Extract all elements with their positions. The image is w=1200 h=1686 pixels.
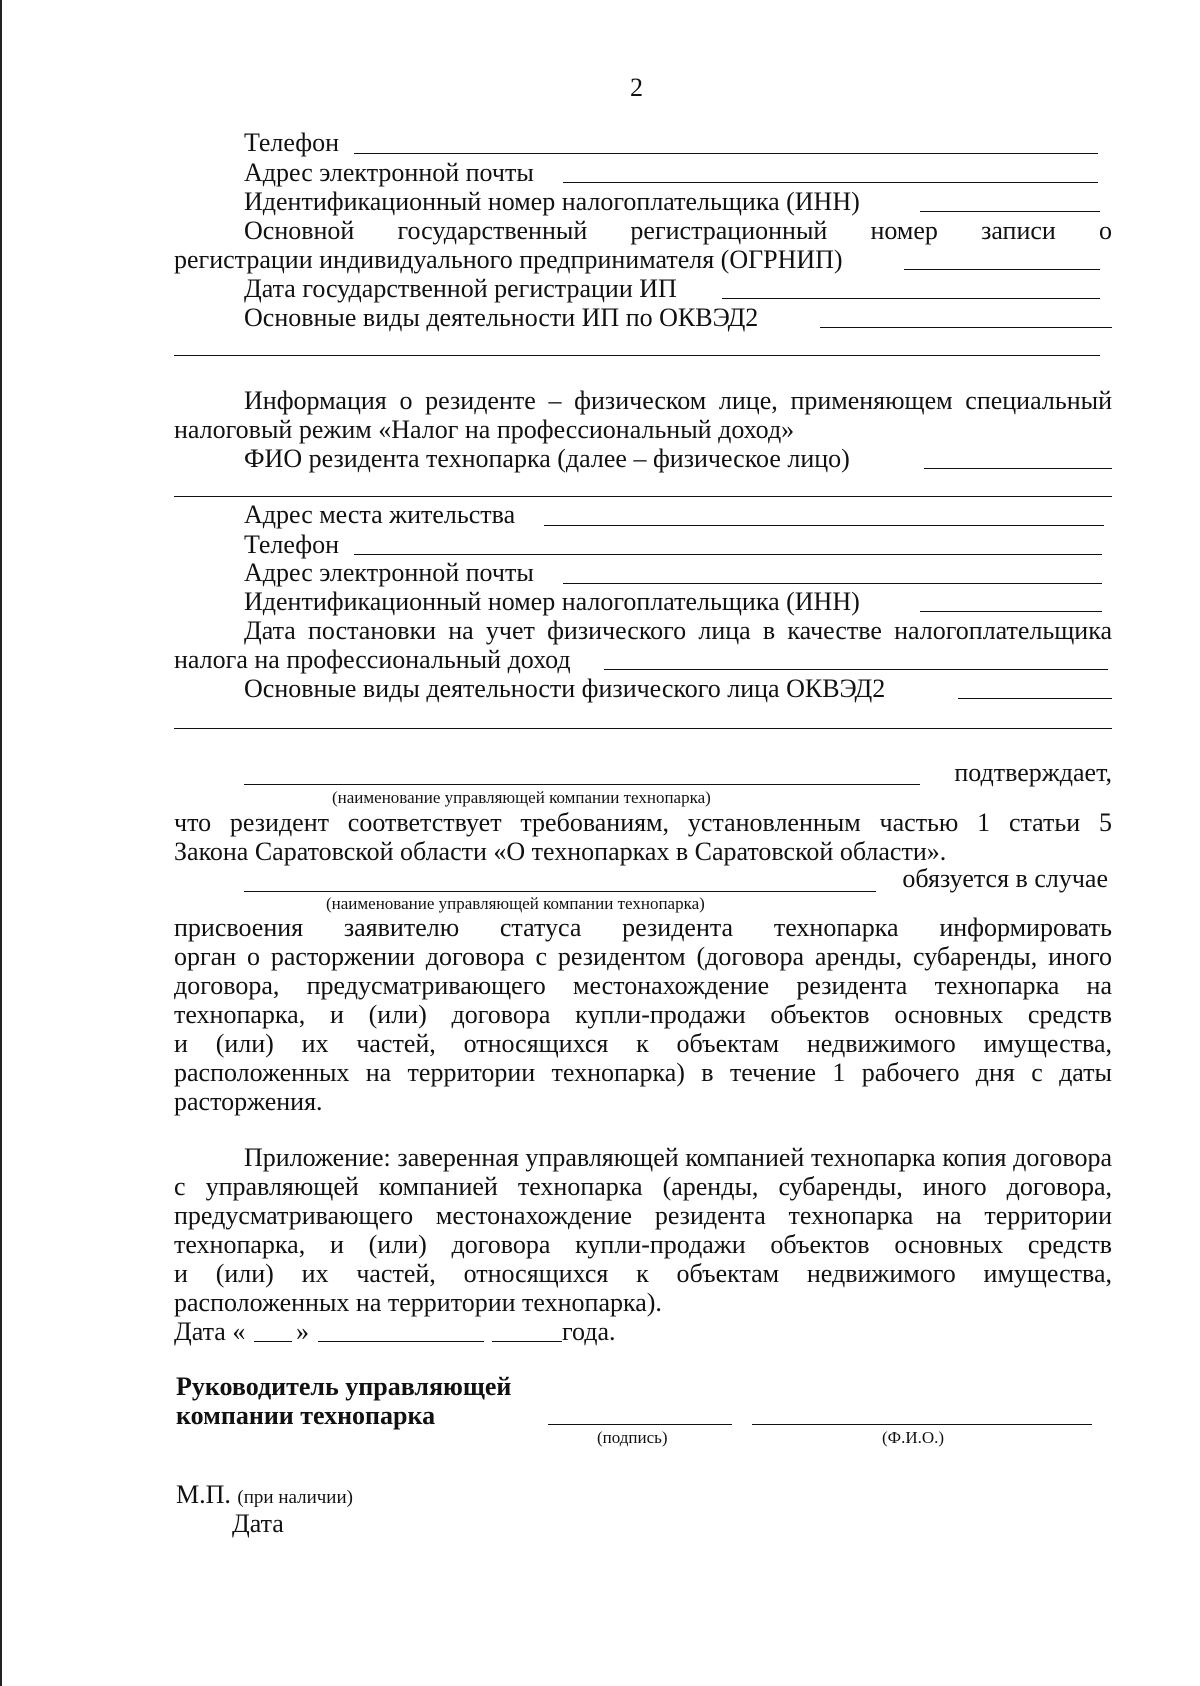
appendix-line-4: технопарка, и (или) договора купли-продажи объектов основных средств bbox=[174, 1230, 1112, 1259]
individual-intro-line2: налоговый режим «Налог на профессиональный доход» bbox=[174, 415, 795, 444]
confirmation-line1: что резидент соответствует требованиям, установленным частью 1 статьи 5 bbox=[174, 808, 1112, 837]
obligation-line-1: присвоения заявителю статуса резидента технопарка информировать bbox=[174, 913, 1112, 942]
individual-email-line[interactable] bbox=[563, 583, 1102, 584]
date-month-line[interactable] bbox=[318, 1341, 484, 1342]
head-title-line2: компании технопарка bbox=[176, 1401, 436, 1430]
individual-okved-line[interactable] bbox=[958, 698, 1112, 699]
page-number: 2 bbox=[630, 73, 643, 102]
individual-phone-line[interactable] bbox=[354, 554, 1102, 555]
obligation-line-5: и (или) их частей, относящихся к объектам недвижимого имущества, bbox=[174, 1029, 1112, 1058]
company-name-line-1[interactable] bbox=[244, 784, 920, 785]
ip-ogrnip-line[interactable] bbox=[904, 269, 1100, 270]
ip-okved-label: Основные виды деятельности ИП по ОКВЭД2 bbox=[244, 303, 759, 332]
ip-okved-line-2[interactable] bbox=[174, 355, 1100, 356]
date-label: Дата « bbox=[174, 1317, 246, 1346]
individual-intro-line1: Информация о резиденте – физическом лице, применяющем специальный bbox=[244, 386, 1112, 415]
ip-email-label: Адрес электронной почты bbox=[244, 158, 534, 187]
appendix-line-5: и (или) их частей, относящихся к объектам недвижимого имущества, bbox=[174, 1259, 1112, 1288]
appendix-line-2: с управляющей компанией технопарка (аренды, субаренды, иного договора, bbox=[174, 1172, 1112, 1201]
individual-tax-date-line2: налога на профессиональный доход bbox=[174, 645, 571, 674]
appendix-line-1: Приложение: заверенная управляющей компанией технопарка копия договора bbox=[244, 1143, 1112, 1172]
individual-inn-label: Идентификационный номер налогоплательщика (ИНН) bbox=[244, 587, 860, 616]
individual-fio-line-2[interactable] bbox=[174, 496, 1112, 497]
ip-reg-date-label: Дата государственной регистрации ИП bbox=[244, 274, 677, 303]
individual-fio-label: ФИО резидента технопарка (далее – физическое лицо) bbox=[244, 444, 850, 473]
individual-inn-line[interactable] bbox=[920, 611, 1102, 612]
individual-okved-line-2[interactable] bbox=[174, 728, 1112, 729]
individual-email-label: Адрес электронной почты bbox=[244, 558, 534, 587]
appendix-line-6: расположенных на территории технопарка). bbox=[174, 1288, 662, 1317]
individual-fio-line[interactable] bbox=[924, 468, 1112, 469]
obliges-text: обязуется в случае bbox=[902, 864, 1108, 893]
fio-line[interactable] bbox=[752, 1424, 1092, 1425]
date-year-line[interactable] bbox=[492, 1341, 562, 1342]
final-date-label: Дата bbox=[232, 1509, 284, 1538]
fio-caption: (Ф.И.О.) bbox=[882, 1428, 945, 1447]
confirmation-line2: Закона Саратовской области «О технопарках в Саратовской области». bbox=[174, 837, 947, 866]
year-label: года. bbox=[562, 1317, 616, 1346]
individual-okved-label: Основные виды деятельности физического лица ОКВЭД2 bbox=[244, 674, 886, 703]
individual-address-line[interactable] bbox=[544, 525, 1104, 526]
head-title-line1: Руководитель управляющей bbox=[176, 1372, 512, 1401]
signature-line[interactable] bbox=[548, 1424, 732, 1425]
individual-address-label: Адрес места жительства bbox=[244, 500, 516, 529]
confirms-text: подтверждает, bbox=[954, 758, 1112, 787]
date-quote: » bbox=[296, 1317, 309, 1346]
obligation-line-3: договора, предусматривающего местонахождение резидента технопарка на bbox=[174, 971, 1112, 1000]
ip-ogrnip-line2: регистрации индивидуального предпринимателя (ОГРНИП) bbox=[174, 245, 843, 274]
ip-okved-line[interactable] bbox=[820, 327, 1112, 328]
ip-phone-line[interactable] bbox=[354, 153, 1098, 154]
individual-tax-date-line1: Дата постановки на учет физического лица в качестве налогоплательщика bbox=[244, 616, 1112, 645]
ip-inn-line[interactable] bbox=[920, 211, 1100, 212]
ip-inn-label: Идентификационный номер налогоплательщика (ИНН) bbox=[244, 187, 860, 216]
scan-edge bbox=[0, 0, 2, 1686]
individual-tax-date-line[interactable] bbox=[604, 669, 1108, 670]
stamp-label bbox=[176, 1480, 353, 1510]
stamp-abbrev: М.П. bbox=[176, 1480, 231, 1509]
company-name-caption-1: (наименование управляющей компании технопарка) bbox=[332, 788, 711, 807]
obligation-line-4: технопарка, и (или) договора купли-продажи объектов основных средств bbox=[174, 1000, 1112, 1029]
stamp-note: (при наличии) bbox=[237, 1487, 353, 1508]
ip-ogrnip-line1: Основной государственный регистрационный номер записи о bbox=[244, 216, 1112, 245]
individual-phone-label: Телефон bbox=[244, 530, 340, 559]
obligation-line-6: расположенных на территории технопарка) в течение 1 рабочего дня с даты bbox=[174, 1058, 1112, 1087]
signature-caption: (подпись) bbox=[597, 1428, 668, 1447]
ip-email-line[interactable] bbox=[563, 182, 1098, 183]
date-day-line[interactable] bbox=[254, 1341, 292, 1342]
ip-reg-date-line[interactable] bbox=[722, 298, 1100, 299]
ip-phone-label: Телефон bbox=[244, 128, 340, 157]
appendix-line-3: предусматривающего местонахождение резидента технопарка на территории bbox=[174, 1201, 1112, 1230]
company-name-caption-2: (наименование управляющей компании технопарка) bbox=[326, 894, 705, 913]
obligation-line-7: расторжения. bbox=[174, 1087, 323, 1116]
company-name-line-2[interactable] bbox=[244, 891, 876, 892]
obligation-line-2: орган о расторжении договора с резидентом (договора аренды, субаренды, иного bbox=[174, 942, 1112, 971]
